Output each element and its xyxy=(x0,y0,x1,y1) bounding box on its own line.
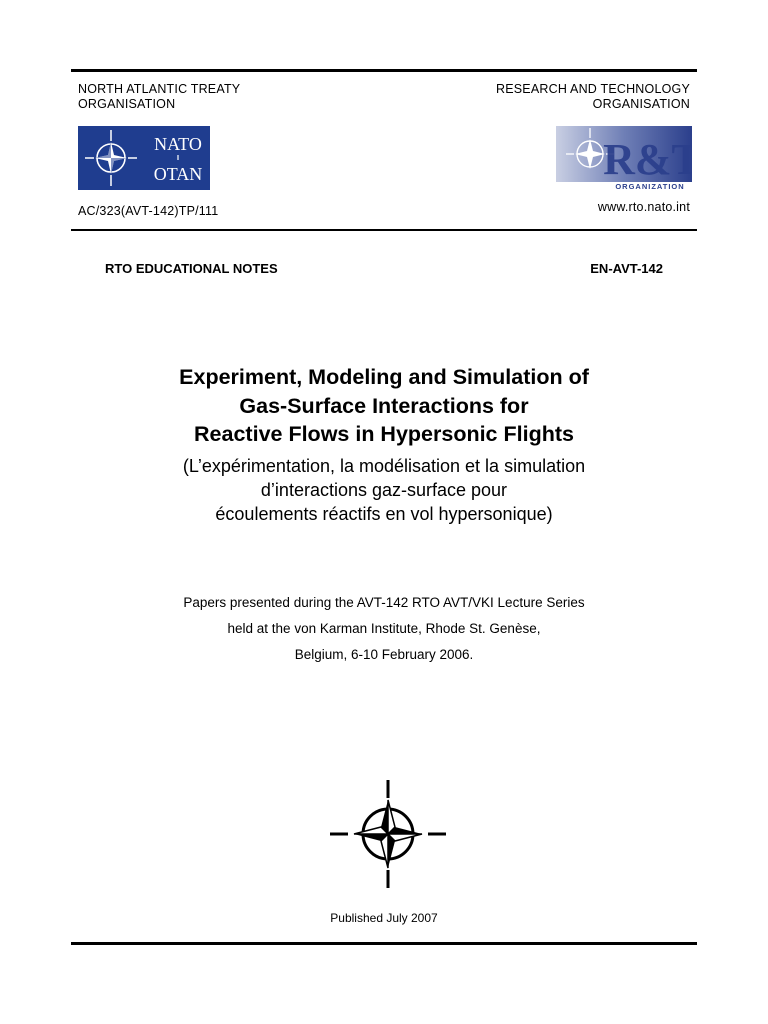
bottom-rule xyxy=(71,942,697,945)
rt-organization-logo xyxy=(556,126,692,190)
series-label: RTO EDUCATIONAL NOTES xyxy=(105,261,278,276)
papers-line1: Papers presented during the AVT-142 RTO AVT/VKI Lecture Series xyxy=(183,595,585,610)
nato-logo-bottom-text: OTAN xyxy=(153,164,203,184)
title-line2: Gas-Surface Interactions for xyxy=(239,393,529,418)
subtitle-line1: (L’expérimentation, la modélisation et la simulation xyxy=(182,456,586,476)
series-code: EN-AVT-142 xyxy=(590,261,663,276)
publication-date: Published July 2007 xyxy=(330,911,438,925)
right-org-line1: RESEARCH AND TECHNOLOGY xyxy=(496,82,690,96)
rt-logo-graphic xyxy=(556,126,692,190)
header-rule xyxy=(71,229,697,231)
title-line1: Experiment, Modeling and Simulation of xyxy=(179,365,589,389)
right-org-name xyxy=(496,82,690,112)
subtitle-line2: d’interactions gaz-surface pour xyxy=(260,480,508,500)
subtitle-line3: écoulements réactifs en vol hypersonique) xyxy=(215,504,553,524)
right-org-line2: ORGANISATION xyxy=(592,97,690,111)
nato-logo-top-text: NATO xyxy=(154,134,202,154)
french-subtitle xyxy=(0,454,768,526)
left-org-name xyxy=(78,82,240,112)
rt-logo-text: R&T xyxy=(603,135,692,184)
nato-compass-icon xyxy=(329,778,447,890)
rt-logo-caption: ORGANIZATION xyxy=(615,182,685,190)
website-link[interactable]: www.rto.nato.int xyxy=(597,200,690,214)
left-org-line2: ORGANISATION xyxy=(78,97,176,111)
nato-otan-logo xyxy=(78,126,210,190)
title-line3: Reactive Flows in Hypersonic Flights xyxy=(194,422,574,446)
lecture-series-note xyxy=(0,590,768,668)
document-title xyxy=(0,363,768,449)
document-code: AC/323(AVT-142)TP/111 xyxy=(78,204,219,218)
papers-line3: Belgium, 6-10 February 2006. xyxy=(294,647,474,662)
left-org-line1: NORTH ATLANTIC TREATY xyxy=(78,82,241,96)
papers-line2: held at the von Karman Institute, Rhode St. Genèse, xyxy=(227,621,541,636)
nato-otan-logo-graphic xyxy=(78,126,210,190)
top-rule xyxy=(71,69,697,72)
